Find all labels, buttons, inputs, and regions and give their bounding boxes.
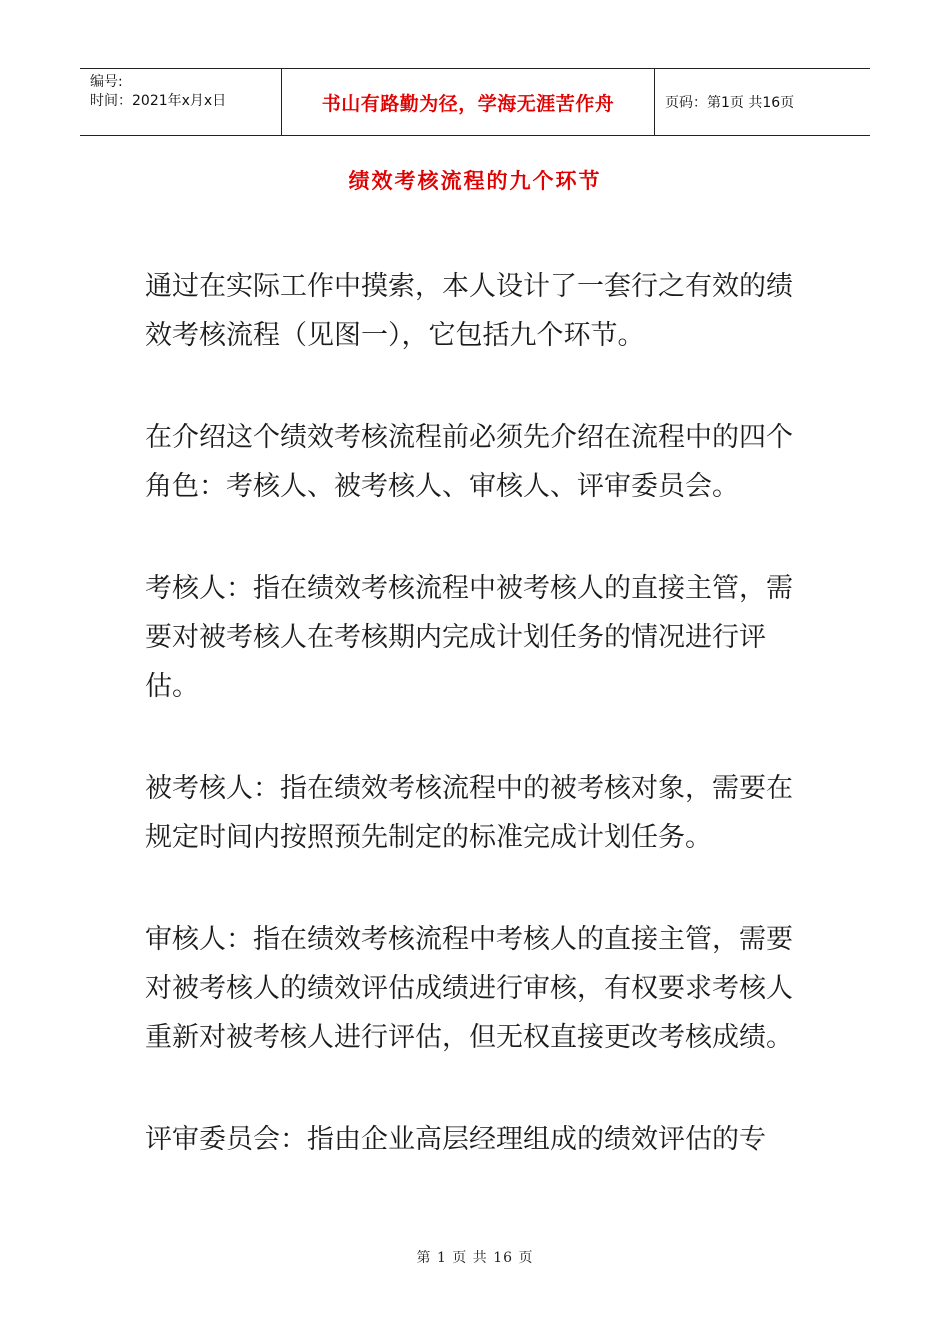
paragraph: 审核人：指在绩效考核流程中考核人的直接主管，需要对被考核人的绩效评估成绩进行审核，有权要求考核人重新对被考核人进行评估，但无权直接更改考核成绩。 <box>145 924 793 1053</box>
document-title: 绩效考核流程的九个环节 <box>348 168 602 193</box>
paragraph: 被考核人：指在绩效考核流程中的被考核对象，需要在规定时间内按照预先制定的标准完成计划任务。 <box>145 773 793 853</box>
header-meta <box>80 69 282 135</box>
paragraph: 在介绍这个绩效考核流程前必须先介绍在流程中的四个角色：考核人、被考核人、审核人、评审委员会。 <box>145 422 793 502</box>
page-footer: 第 1 页 共 16 页 <box>416 1250 534 1266</box>
header-motto: 书山有路勤为径，学海无涯苦作舟 <box>282 69 655 135</box>
header-page-info: 页码：第1页 共16页 <box>665 95 795 111</box>
paragraph: 评审委员会：指由企业高层经理组成的绩效评估的专 <box>145 1124 766 1155</box>
number-label: 编号: <box>90 74 123 90</box>
document-body <box>145 262 810 1217</box>
time-label: 时间：2021年x月x日 <box>90 93 227 109</box>
paragraph: 考核人：指在绩效考核流程中被考核人的直接主管，需要对被考核人在考核期内完成计划任务的情况进行评估。 <box>145 573 793 702</box>
document-header <box>80 68 870 136</box>
paragraph: 通过在实际工作中摸索，本人设计了一套行之有效的绩效考核流程（见图一），它包括九个环节。 <box>145 271 793 351</box>
